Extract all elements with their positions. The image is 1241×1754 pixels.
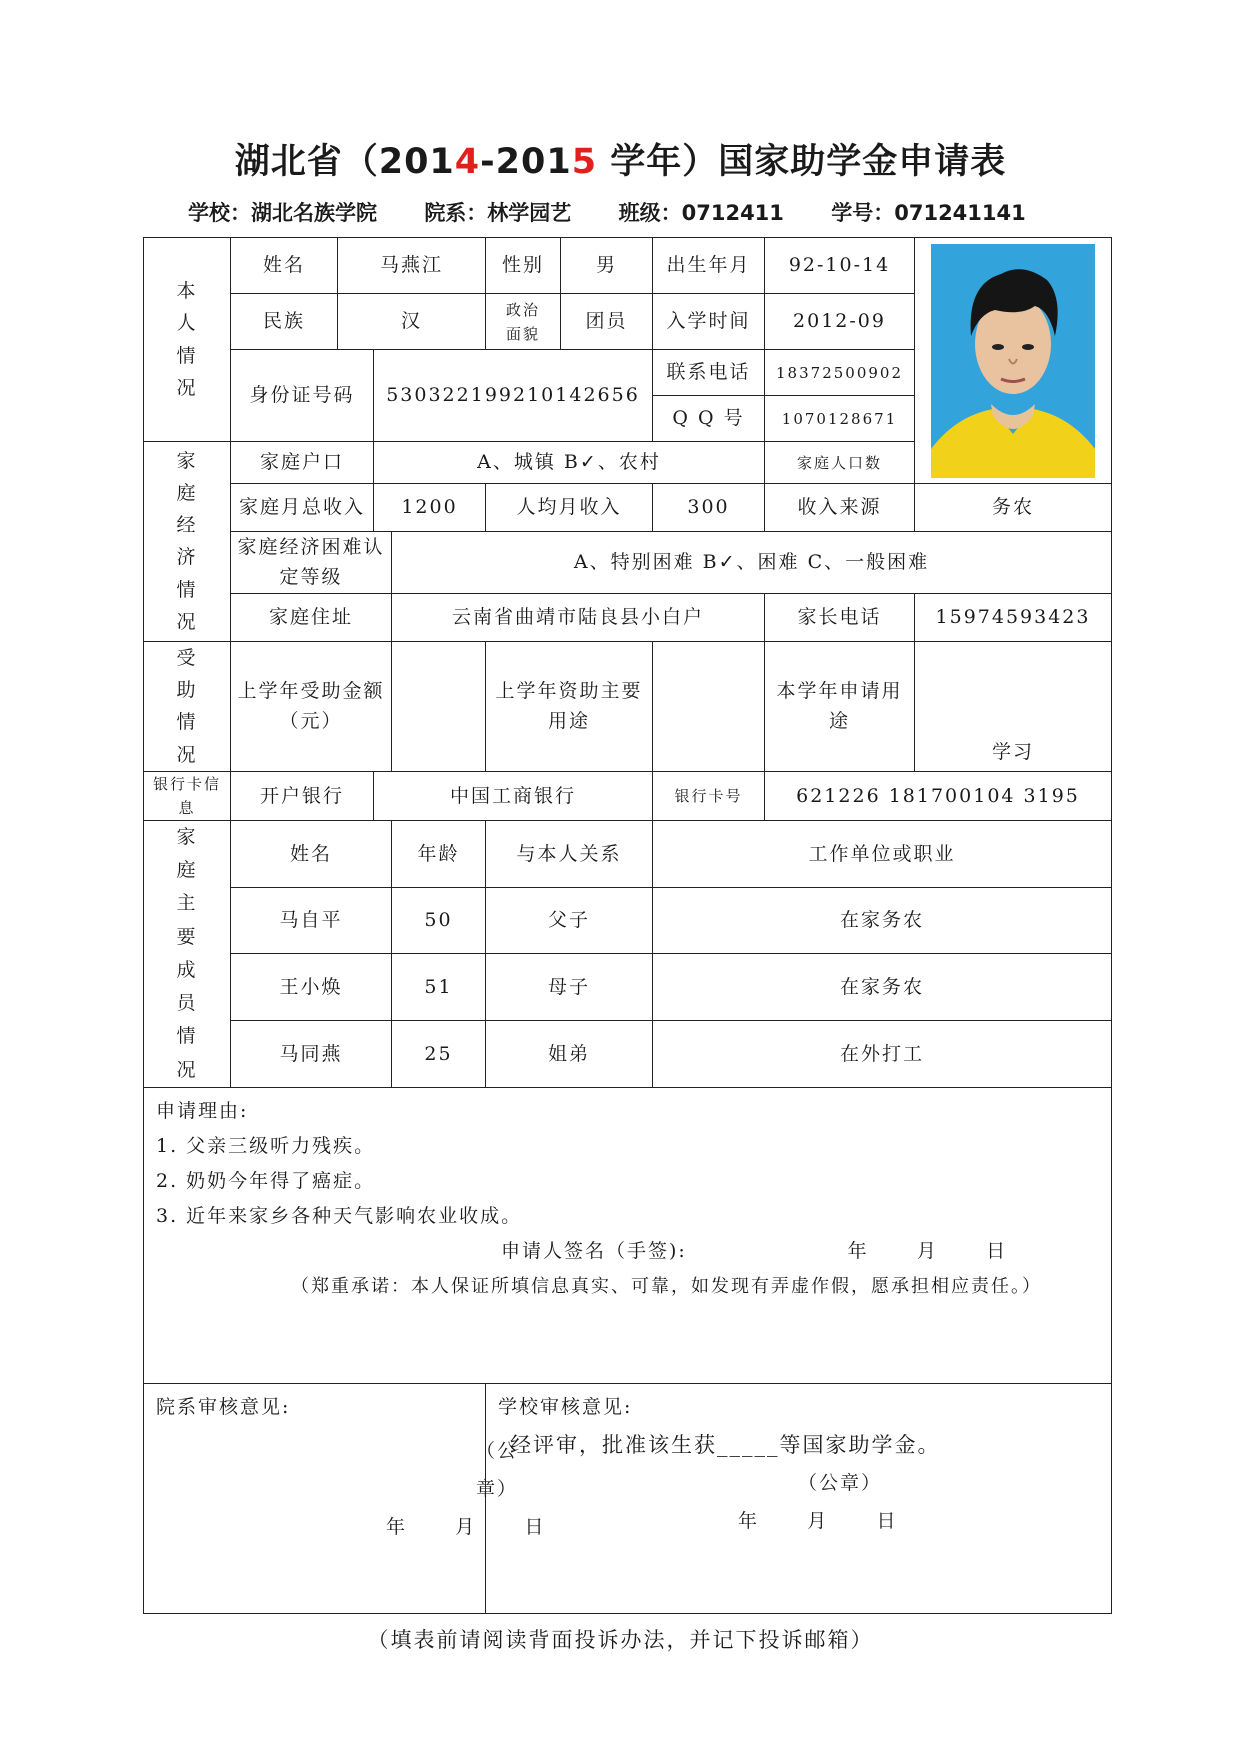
- applicant-photo: [931, 244, 1095, 478]
- dept-seal: （公章）: [476, 1439, 519, 1500]
- last-use-label: 上学年资助主要用途: [486, 641, 653, 771]
- member-work: 在家务农: [653, 887, 1112, 954]
- birth-label: 出生年月: [653, 238, 765, 294]
- bank-label: 开户银行: [231, 771, 374, 820]
- name-value: 马燕江: [338, 238, 486, 294]
- dept-date: 年 月 日: [386, 1515, 546, 1538]
- gender-value: 男: [561, 238, 653, 294]
- member-name: 王小焕: [231, 954, 392, 1021]
- school-info: 学校：湖北名族学院: [188, 201, 377, 225]
- table-row: [144, 887, 1112, 954]
- hukou-value: A、城镇 B✓、农村: [374, 442, 765, 484]
- table-row: [144, 1021, 1112, 1088]
- application-form-table: [143, 237, 1112, 1614]
- hardship-value: A、特别困难 B✓、困难 C、一般困难: [392, 532, 1112, 594]
- department-info: 院系：林学园艺: [424, 201, 572, 225]
- gender-label: 性别: [486, 238, 561, 294]
- card-label: 银行卡号: [653, 771, 765, 820]
- last-amount-label: 上学年受助金额（元）: [231, 641, 392, 771]
- applicant-signature: 申请人签名（手签): 年 月 日: [501, 1239, 1008, 1262]
- id-value: 530322199210142656: [374, 350, 653, 442]
- reason-label: 申请理由:: [156, 1099, 249, 1122]
- member-name: 马自平: [231, 887, 392, 954]
- reason-item: 1. 父亲三级听力残疾。: [156, 1134, 376, 1157]
- member-name: 马同燕: [231, 1021, 392, 1088]
- applicant-promise: （郑重承诺：本人保证所填信息真实、可靠，如发现有弄虚作假，愿承担相应责任。）: [291, 1275, 1042, 1297]
- member-work: 在家务农: [653, 954, 1112, 1021]
- table-row: [144, 954, 1112, 1021]
- photo-cell: [915, 238, 1112, 484]
- dept-review-label: 院系审核意见:: [156, 1395, 291, 1418]
- form-title: 湖北省（2014-2015 学年）国家助学金申请表: [234, 142, 1007, 182]
- per-capita-value: 300: [653, 484, 765, 532]
- last-amount-value: [392, 641, 486, 771]
- member-age: 25: [392, 1021, 486, 1088]
- parent-phone-label: 家长电话: [765, 593, 915, 641]
- section-bank: 银行卡信息: [144, 771, 231, 820]
- address-value: 云南省曲靖市陆良县小白户: [392, 593, 765, 641]
- name-label: 姓名: [231, 238, 338, 294]
- footer-note: （填表前请阅读背面投诉办法，并记下投诉邮箱）: [367, 1628, 874, 1652]
- section-personal: 本人情况: [144, 238, 231, 442]
- hukou-label: 家庭户口: [231, 442, 374, 484]
- enroll-label: 入学时间: [653, 294, 765, 350]
- monthly-income-value: 1200: [374, 484, 486, 532]
- ethnicity-value: 汉: [338, 294, 486, 350]
- reason-section: [144, 1087, 1112, 1383]
- reason-item: 2. 奶奶今年得了癌症。: [156, 1169, 376, 1192]
- section-aid: 受助情况: [144, 641, 231, 771]
- section-family-econ: 家庭经济情况: [144, 442, 231, 642]
- this-use-label: 本学年申请用途: [765, 641, 915, 771]
- member-age: 50: [392, 887, 486, 954]
- phone-label: 联系电话: [653, 350, 765, 396]
- dept-review-section: [144, 1383, 546, 1613]
- phone-value: 18372500902: [765, 350, 915, 396]
- ethnicity-label: 民族: [231, 294, 338, 350]
- members-header-relation: 与本人关系: [486, 820, 653, 887]
- member-age: 51: [392, 954, 486, 1021]
- school-date: 年 月 日: [738, 1509, 898, 1532]
- school-seal: （公章）: [798, 1471, 883, 1494]
- per-capita-label: 人均月收入: [486, 484, 653, 532]
- school-review-section: [486, 1383, 1112, 1613]
- politics-value: 团员: [561, 294, 653, 350]
- reason-item: 3. 近年来家乡各种天气影响农业收成。: [156, 1204, 523, 1227]
- section-members: 家庭主要成员情况: [144, 820, 231, 1087]
- members-header-work: 工作单位或职业: [653, 820, 1112, 887]
- card-value: 621226 181700104 3195: [765, 771, 1112, 820]
- monthly-income-label: 家庭月总收入: [231, 484, 374, 532]
- this-use-value: 学习: [915, 641, 1112, 771]
- members-header-age: 年龄: [392, 820, 486, 887]
- enroll-value: 2012-09: [765, 294, 915, 350]
- member-relation: 姐弟: [486, 1021, 653, 1088]
- class-info: 班级：0712411: [618, 201, 784, 225]
- school-review-label: 学校审核意见:: [498, 1395, 633, 1418]
- portrait-image: [931, 244, 1095, 478]
- last-use-value: [653, 641, 765, 771]
- qq-label: Q Q 号: [653, 396, 765, 442]
- member-work: 在外打工: [653, 1021, 1112, 1088]
- members-header-name: 姓名: [231, 820, 392, 887]
- income-source-label: 收入来源: [765, 484, 915, 532]
- id-label: 身份证号码: [231, 350, 374, 442]
- bank-value: 中国工商银行: [374, 771, 653, 820]
- birth-value: 92-10-14: [765, 238, 915, 294]
- form-subheader: [188, 197, 1066, 227]
- politics-label: 政治面貌: [486, 294, 561, 350]
- address-label: 家庭住址: [231, 593, 392, 641]
- member-relation: 母子: [486, 954, 653, 1021]
- qq-value: 1070128671: [765, 396, 915, 442]
- school-review-text: 经评审，批准该生获_____等国家助学金。: [510, 1432, 941, 1457]
- income-source-value: 务农: [915, 484, 1112, 532]
- student-id-info: 学号：071241141: [831, 201, 1026, 225]
- household-label: 家庭人口数: [765, 442, 915, 484]
- hardship-label: 家庭经济困难认定等级: [231, 532, 392, 594]
- member-relation: 父子: [486, 887, 653, 954]
- parent-phone-value: 15974593423: [915, 593, 1112, 641]
